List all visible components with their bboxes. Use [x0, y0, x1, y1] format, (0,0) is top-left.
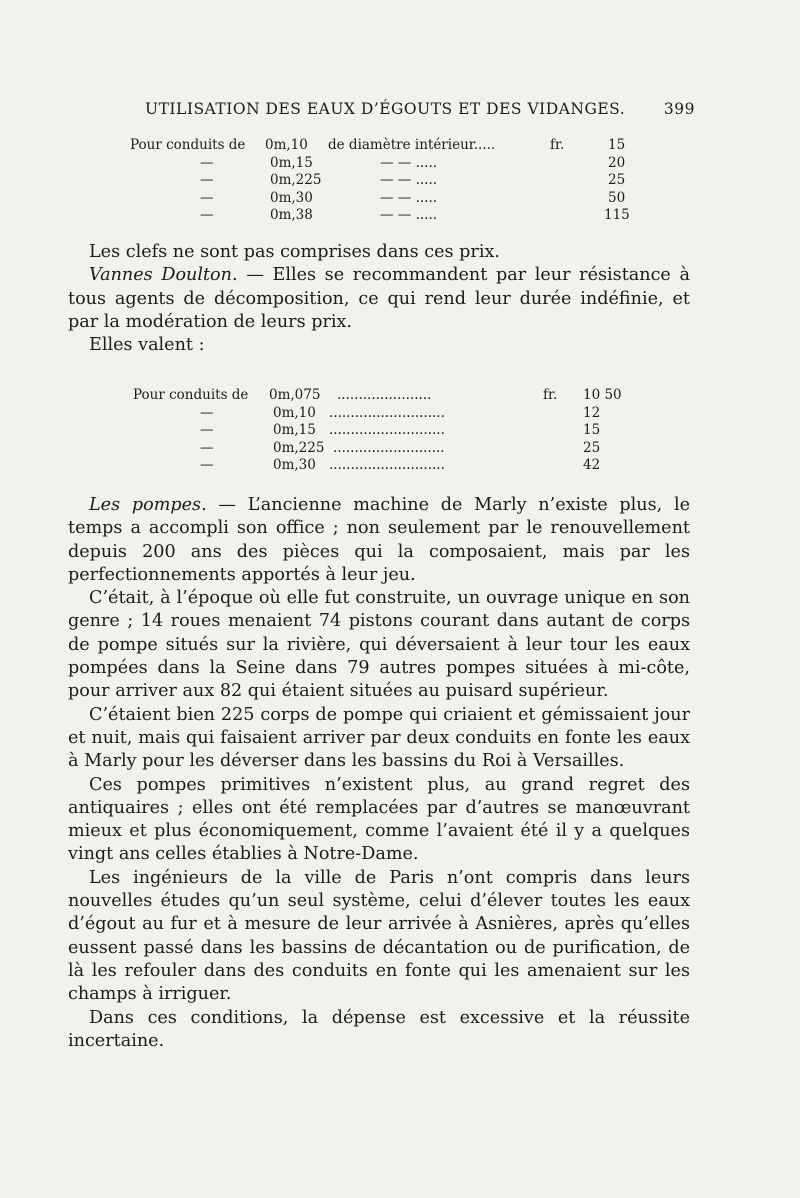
page-number: 399 — [663, 100, 695, 118]
text-block-pumps — [68, 494, 690, 1053]
row-price: 42 — [583, 457, 601, 473]
row-desc: — — ..... — [380, 154, 438, 171]
table-row — [133, 387, 633, 405]
row-prefix: — — [200, 154, 214, 171]
row-size: 0m,225 — [270, 172, 322, 188]
paragraph — [68, 867, 690, 1007]
row-size: 0m,225 — [273, 439, 325, 456]
paragraph — [68, 774, 690, 867]
row-currency: fr. — [550, 137, 565, 153]
row-currency: fr. — [543, 387, 558, 403]
row-prefix: — — [200, 457, 214, 473]
row-dots: ...................... — [337, 387, 432, 403]
paragraph — [68, 704, 690, 774]
paragraph-text: Elles valent : — [89, 335, 205, 356]
paragraph-text: Les clefs ne sont pas comprises dans ces prix. — [89, 242, 500, 262]
running-header — [145, 100, 695, 126]
row-price: 115 — [604, 207, 630, 223]
row-price: 50 — [608, 189, 626, 206]
row-price: 12 — [583, 404, 601, 421]
row-prefix: — — [200, 172, 214, 188]
table-row — [133, 440, 633, 458]
row-prefix: — — [200, 422, 214, 438]
paragraph — [68, 494, 690, 587]
row-price: 25 — [608, 172, 626, 188]
table-row — [130, 137, 630, 155]
row-prefix: — — [200, 404, 214, 421]
price-table-pipes — [130, 137, 630, 225]
table-row — [130, 155, 630, 173]
table-row — [130, 172, 630, 190]
row-size: 0m,10 — [273, 404, 316, 421]
table-row — [130, 207, 630, 225]
row-size: 0m,075 — [269, 387, 321, 403]
paragraph-text: C’était, à l’époque où elle fut construite, un ouvrage unique en son genre ; 14 roues menaient 74 pistons courant dans autant de corps de pompe situés sur la rivière, qui déversaient à leur tour les eaux pompées dans la Seine dans 79 autres pompes situées à mi-côte, pour arriver aux 82 qui étaient situées au puisard supérieur. — [68, 588, 690, 702]
row-price: 15 — [583, 422, 601, 438]
table-row — [133, 405, 633, 423]
paragraph — [68, 241, 690, 264]
row-price: 15 — [608, 137, 626, 153]
paragraph — [68, 1007, 690, 1054]
row-prefix: — — [200, 439, 214, 456]
row-price: 10 50 — [583, 387, 622, 403]
paragraph-text: — Elles se recommandent par leur résistance à tous agents de décomposition, ce qui rend leur durée indéfinie, et par la modération de leurs prix. — [68, 265, 690, 332]
row-prefix: — — [200, 207, 214, 223]
table-row — [133, 422, 633, 440]
row-prefix: — — [200, 189, 214, 206]
row-desc: — — ..... — [380, 207, 438, 223]
paragraph-heading-italic: Vannes Doulton. — [89, 265, 238, 286]
row-dots: ........................... — [329, 457, 445, 473]
row-dots: ........................... — [329, 404, 445, 421]
row-size: 0m,30 — [270, 189, 313, 206]
row-prefix: Pour conduits de — [130, 137, 246, 153]
row-desc: — — ..... — [380, 189, 438, 206]
paragraph — [68, 334, 690, 357]
row-size: 0m,15 — [273, 422, 316, 438]
table-row — [130, 190, 630, 208]
table-row — [133, 457, 633, 475]
row-dots: ........................... — [329, 422, 445, 438]
paragraph-text: Ces pompes primitives n’existent plus, au grand regret des antiquaires ; elles ont été remplacées par d’autres se manœuvrant mieux et plus économiquement, comme l’avaient été il y a quelques vingt ans celles établies à Notre-Dame. — [68, 774, 690, 865]
paragraph — [68, 264, 690, 334]
running-title: UTILISATION DES EAUX D’ÉGOUTS ET DES VIDANGES. — [145, 100, 626, 118]
text-block-valves — [68, 241, 690, 357]
row-desc: de diamètre intérieur..... — [328, 137, 496, 153]
paragraph-text: Les ingénieurs de la ville de Paris n’ont compris dans leurs nouvelles études qu’un seul système, celui d’élever toutes les eaux d’égout au fur et à mesure de leur arrivée à Asnières, après qu’elles eussent passé dans les bassins de décantation ou de purification, de là les refouler dans des conduits en fonte qui les amenaient sur les champs à irriguer. — [68, 867, 690, 1005]
row-size: 0m,10 — [265, 137, 308, 153]
row-price: 25 — [583, 439, 601, 456]
row-desc: — — ..... — [380, 172, 438, 188]
paragraph-text: — L’ancienne machine de Marly n’existe plus, le temps a accompli son office ; non seulement par le renouvellement depuis 200 ans des pièces qui la composaient, mais par les perfectionnements apportés à leur jeu. — [68, 495, 690, 585]
paragraph — [68, 587, 690, 703]
paragraph-text: Dans ces conditions, la dépense est excessive et la réussite incertaine. — [68, 1007, 690, 1051]
row-size: 0m,30 — [273, 457, 316, 473]
paragraph-text: C’étaient bien 225 corps de pompe qui criaient et gémissaient jour et nuit, mais qui faisaient arriver par deux conduits en fonte les eaux à Marly pour les déverser dans les bassins du Roi à Versailles. — [68, 704, 690, 772]
price-table-valves — [133, 387, 633, 475]
paragraph-heading-italic: Les pompes. — [89, 495, 207, 515]
row-prefix: Pour conduits de — [133, 387, 249, 403]
row-price: 20 — [608, 154, 626, 171]
row-size: 0m,15 — [270, 154, 313, 171]
row-dots: .......................... — [333, 439, 445, 456]
row-size: 0m,38 — [270, 207, 313, 223]
